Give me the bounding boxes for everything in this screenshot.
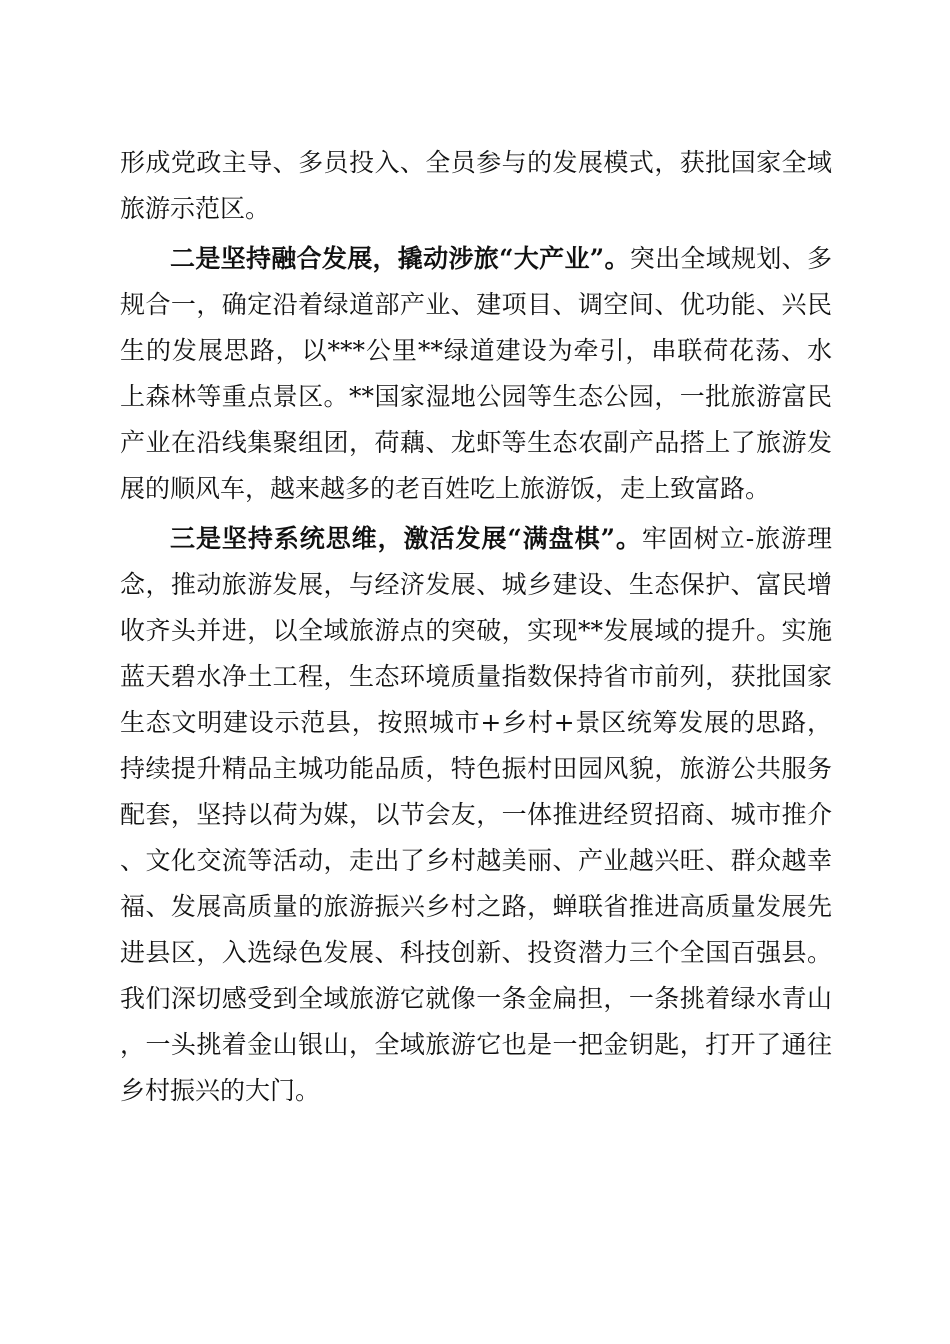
document-body — [120, 140, 832, 1114]
paragraph-2-lead: 二是坚持融合发展，撬动涉旅“大产业”。 — [170, 244, 630, 273]
paragraph-2-text: 突出全域规划、多规合一，确定沿着绿道部产业、建项目、调空间、优功能、兴民生的发展思路，以***公里**绿道建设为牵引，串联荷花荡、水上森林等重点景区。**国家湿地公园等生态公园，一批旅游富民产业在沿线集聚组团，荷藕、龙虾等生态农副产品搭上了旅游发展的顺风车，越来越多的老百姓吃上旅游饭，走上致富路。 — [120, 244, 832, 503]
paragraph-1-text: 形成党政主导、多员投入、全员参与的发展模式，获批国家全域旅游示范区。 — [120, 148, 832, 223]
paragraph-3 — [120, 516, 832, 1114]
paragraph-3-lead: 三是坚持系统思维，激活发展“满盘棋”。 — [170, 524, 642, 553]
paragraph-1 — [120, 140, 832, 232]
paragraph-3-text: 牢固树立-旅游理念，推动旅游发展，与经济发展、城乡建设、生态保护、富民增收齐头并进，以全域旅游点的突破，实现**发展域的提升。实施蓝天碧水净土工程，生态环境质量指数保持省市前列，获批国家生态文明建设示范县，按照城市+乡村+景区统筹发展的思路，持续提升精品主城功能品质，特色振村田园风貌，旅游公共服务配套，坚持以荷为媒，以节会友，一体推进经贸招商、城市推介、文化交流等活动，走出了乡村越美丽、产业越兴旺、群众越幸福、发展高质量的旅游振兴乡村之路，蝉联省推进高质量发展先进县区，入选绿色发展、科技创新、投资潜力三个全国百强县。我们深切感受到全域旅游它就像一条金扁担，一条挑着绿水青山，一头挑着金山银山，全域旅游它也是一把金钥匙，打开了通往乡村振兴的大门。 — [120, 524, 832, 1105]
paragraph-2 — [120, 236, 832, 512]
